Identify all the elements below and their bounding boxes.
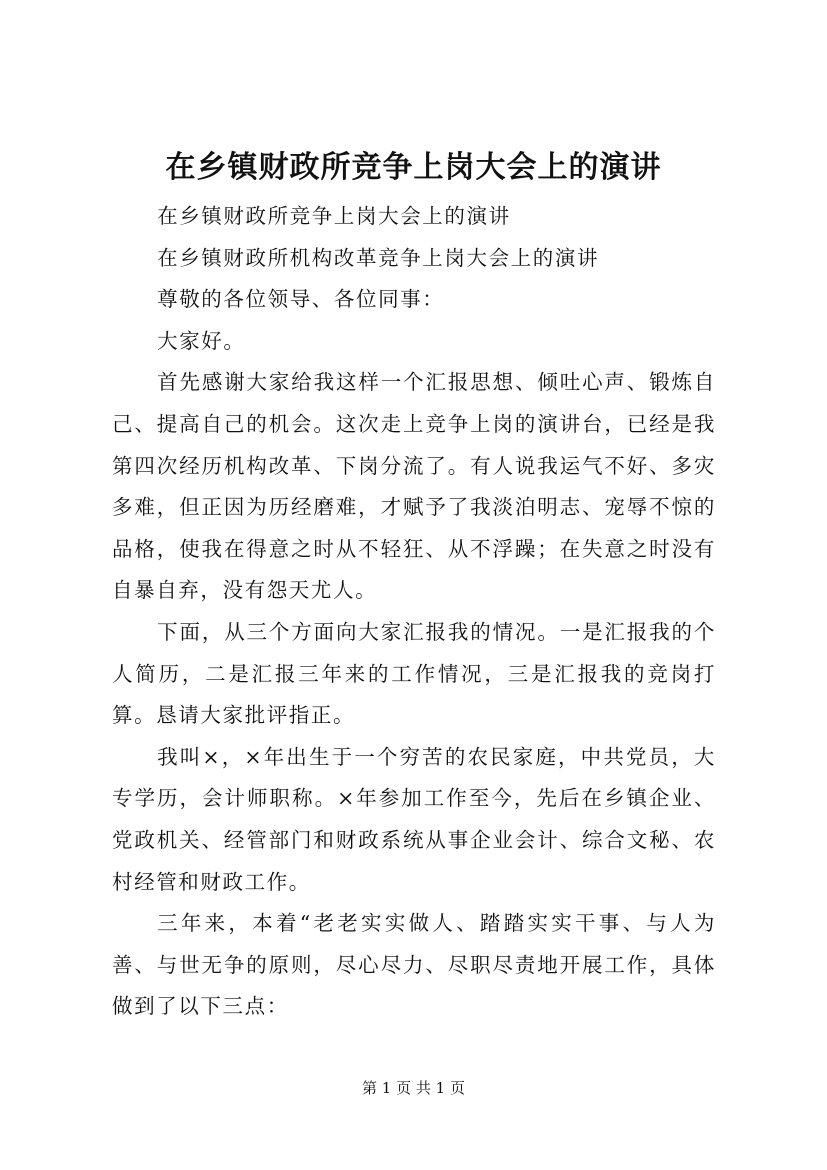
paragraph: 尊敬的各位领导、各位同事： [157,287,445,312]
document-body [112,196,716,1028]
document-title: 在乡镇财政所竞争上岗大会上的演讲 [165,150,662,185]
paragraph: 大家好。 [157,328,246,353]
page-number-footer: 第 1 页 共 1 页 [362,1079,465,1097]
paragraph: 首先感谢大家给我这样一个汇报思想、倾吐心声、锻炼自己、提高自己的机会。这次走上竞争上岗的演讲台，已经是我第四次经历机构改革、下岗分流了。有人说我运气不好、多灾多难，但正因为历经磨难，才赋予了我淡泊明志、宠辱不惊的品格，使我在得意之时从不轻狂、从不浮躁；在失意之时没有自暴自弃，没有怨天尤人。 [112,370,716,603]
paragraph: 三年来，本着“老老实实做人、踏踏实实干事、与人为善、与世无争的原则，尽心尽力、尽职尽责地开展工作，具体做到了以下三点： [112,911,716,1019]
paragraph: 我叫×，×年出生于一个穷苦的农民家庭，中共党员，大专学历，会计师职称。×年参加工作至今，先后在乡镇企业、党政机关、经管部门和财政系统从事企业会计、综合文秘、农村经管和财政工作。 [112,744,716,894]
paragraph: 在乡镇财政所机构改革竞争上岗大会上的演讲 [157,245,600,270]
paragraph: 下面，从三个方面向大家汇报我的情况。一是汇报我的个人简历，二是汇报三年来的工作情况，三是汇报我的竞岗打算。恳请大家批评指正。 [112,619,716,728]
paragraph: 在乡镇财政所竞争上岗大会上的演讲 [157,204,511,228]
